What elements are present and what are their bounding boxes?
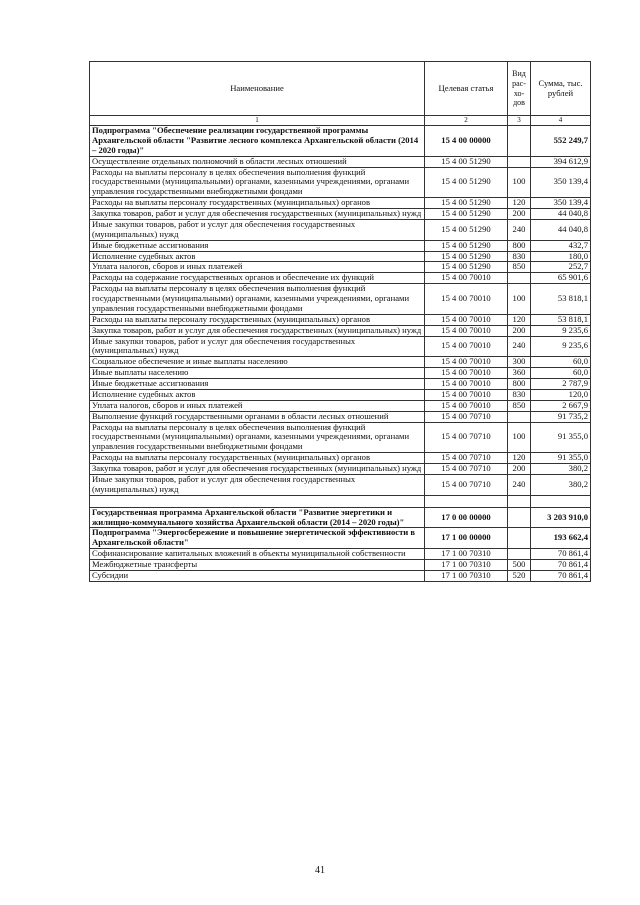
cell-code: 15 4 00 51290: [425, 219, 508, 240]
table-row: [90, 495, 591, 507]
cell-code: 17 0 00 00000: [425, 507, 508, 528]
cell-type: 120: [508, 453, 531, 464]
cell-type: [508, 273, 531, 284]
cell-sum: 53 818,1: [531, 284, 591, 315]
col-number: 4: [531, 116, 591, 126]
cell-sum: 44 040,8: [531, 209, 591, 220]
cell-name: Закупка товаров, работ и услуг для обеспечения государственных (муниципальных) нужд: [90, 464, 425, 475]
cell-name: Выполнение функций государственными органами в области лесных отношений: [90, 411, 425, 422]
cell-type: 100: [508, 422, 531, 453]
cell-sum: 65 901,6: [531, 273, 591, 284]
cell-code: 15 4 00 70010: [425, 400, 508, 411]
cell-name: Социальное обеспечение и иные выплаты населению: [90, 357, 425, 368]
cell-sum: 252,7: [531, 262, 591, 273]
table-row: [90, 198, 591, 209]
table-row: [90, 262, 591, 273]
table-header-row: [90, 62, 591, 116]
budget-table: [89, 61, 591, 582]
cell-sum: 44 040,8: [531, 219, 591, 240]
cell-sum: 350 139,4: [531, 167, 591, 198]
cell-code: 15 4 00 70710: [425, 422, 508, 453]
table-row: [90, 314, 591, 325]
cell-name: Иные бюджетные ассигнования: [90, 379, 425, 390]
cell-type: 850: [508, 400, 531, 411]
cell-code: 15 4 00 70010: [425, 368, 508, 379]
table-row: [90, 126, 591, 157]
cell-name: Уплата налогов, сборов и иных платежей: [90, 262, 425, 273]
cell-name: Иные закупки товаров, работ и услуг для обеспечения государственных (муниципальных) нужд: [90, 474, 425, 495]
cell-code: 15 4 00 70010: [425, 357, 508, 368]
header-sum: Сумма, тыс. рублей: [531, 62, 591, 116]
table-row: [90, 284, 591, 315]
cell-name: Расходы на выплаты персоналу в целях обеспечения выполнения функций государственными (муниципальными) органами, казенными учреждениями, органами управления государственными внебюджетными фондами: [90, 422, 425, 453]
cell-type: [508, 528, 531, 549]
table-row: [90, 219, 591, 240]
table-row: [90, 549, 591, 560]
header-type: Вид рас-хо-дов: [508, 62, 531, 116]
table-row: [90, 507, 591, 528]
cell-type: [508, 507, 531, 528]
cell-name: Субсидии: [90, 570, 425, 581]
cell-name: Расходы на выплаты персоналу государственных (муниципальных) органов: [90, 453, 425, 464]
cell-name: Софинансирование капитальных вложений в объекты муниципальной собственности: [90, 549, 425, 560]
cell-code: 17 1 00 00000: [425, 528, 508, 549]
cell-type: 120: [508, 198, 531, 209]
cell-type: 200: [508, 325, 531, 336]
cell-name: Иные бюджетные ассигнования: [90, 240, 425, 251]
cell-name: Расходы на выплаты персоналу государственных (муниципальных) органов: [90, 198, 425, 209]
table-row: [90, 156, 591, 167]
table-row: [90, 325, 591, 336]
cell-type: 240: [508, 219, 531, 240]
header-name: Наименование: [90, 62, 425, 116]
cell-code: 15 4 00 51290: [425, 209, 508, 220]
cell-code: 15 4 00 51290: [425, 167, 508, 198]
cell-code: [425, 495, 508, 507]
table-row: [90, 273, 591, 284]
cell-sum: 9 235,6: [531, 325, 591, 336]
cell-sum: 60,0: [531, 357, 591, 368]
cell-name: Исполнение судебных актов: [90, 251, 425, 262]
cell-sum: 60,0: [531, 368, 591, 379]
cell-code: 15 4 00 70710: [425, 411, 508, 422]
cell-type: 200: [508, 464, 531, 475]
cell-type: 100: [508, 167, 531, 198]
cell-sum: 180,0: [531, 251, 591, 262]
table-body: [90, 126, 591, 582]
cell-name: Межбюджетные трансферты: [90, 560, 425, 571]
cell-name: Государственная программа Архангельской области "Развитие энергетики и жилищно-коммунального хозяйства Архангельской области (2014 – 2020 годы)": [90, 507, 425, 528]
cell-type: 830: [508, 251, 531, 262]
table-row: [90, 357, 591, 368]
cell-code: 15 4 00 70010: [425, 284, 508, 315]
cell-sum: 70 861,4: [531, 570, 591, 581]
cell-type: [508, 411, 531, 422]
cell-code: 15 4 00 51290: [425, 251, 508, 262]
table-row: [90, 389, 591, 400]
cell-name: Осуществление отдельных полномочий в области лесных отношений: [90, 156, 425, 167]
cell-name: Иные выплаты населению: [90, 368, 425, 379]
table-row: [90, 474, 591, 495]
cell-sum: 91 735,2: [531, 411, 591, 422]
cell-sum: 9 235,6: [531, 336, 591, 357]
cell-code: 15 4 00 70710: [425, 474, 508, 495]
cell-sum: 394 612,9: [531, 156, 591, 167]
table-row: [90, 251, 591, 262]
cell-code: 15 4 00 00000: [425, 126, 508, 157]
cell-sum: 432,7: [531, 240, 591, 251]
table-row: [90, 453, 591, 464]
table-row: [90, 167, 591, 198]
cell-type: 120: [508, 314, 531, 325]
cell-code: 15 4 00 70010: [425, 389, 508, 400]
header-code: Целевая статья: [425, 62, 508, 116]
cell-type: 830: [508, 389, 531, 400]
table-row: [90, 209, 591, 220]
table-row: [90, 400, 591, 411]
cell-sum: 193 662,4: [531, 528, 591, 549]
cell-code: 15 4 00 51290: [425, 262, 508, 273]
cell-sum: 2 667,9: [531, 400, 591, 411]
cell-sum: 350 139,4: [531, 198, 591, 209]
cell-name: Расходы на содержание государственных органов и обеспечение их функций: [90, 273, 425, 284]
cell-type: 300: [508, 357, 531, 368]
cell-code: 15 4 00 51290: [425, 198, 508, 209]
cell-type: 800: [508, 379, 531, 390]
cell-type: 100: [508, 284, 531, 315]
cell-name: Иные закупки товаров, работ и услуг для обеспечения государственных (муниципальных) нужд: [90, 336, 425, 357]
cell-name: Подпрограмма "Обеспечение реализации государственной программы Архангельской области "Развитие лесного комплекса Архангельской области (2014 – 2020 годы)": [90, 126, 425, 157]
table-row: [90, 464, 591, 475]
cell-type: [508, 156, 531, 167]
cell-type: 500: [508, 560, 531, 571]
cell-name: Уплата налогов, сборов и иных платежей: [90, 400, 425, 411]
cell-type: [508, 126, 531, 157]
table-row: [90, 336, 591, 357]
cell-name: Иные закупки товаров, работ и услуг для обеспечения государственных (муниципальных) нужд: [90, 219, 425, 240]
cell-code: 17 1 00 70310: [425, 560, 508, 571]
cell-sum: 380,2: [531, 474, 591, 495]
cell-code: 15 4 00 70710: [425, 464, 508, 475]
cell-code: 15 4 00 70010: [425, 379, 508, 390]
table-row: [90, 240, 591, 251]
cell-name: [90, 495, 425, 507]
column-number-row: [90, 116, 591, 126]
cell-code: 15 4 00 70010: [425, 336, 508, 357]
table-row: [90, 422, 591, 453]
cell-sum: 91 355,0: [531, 422, 591, 453]
cell-name: Закупка товаров, работ и услуг для обеспечения государственных (муниципальных) нужд: [90, 325, 425, 336]
table-row: [90, 379, 591, 390]
cell-name: Подпрограмма "Энергосбережение и повышение энергетической эффективности в Архангельской области": [90, 528, 425, 549]
cell-name: Исполнение судебных актов: [90, 389, 425, 400]
cell-type: 850: [508, 262, 531, 273]
cell-code: 17 1 00 70310: [425, 549, 508, 560]
cell-code: 17 1 00 70310: [425, 570, 508, 581]
cell-type: [508, 549, 531, 560]
cell-code: 15 4 00 70010: [425, 314, 508, 325]
cell-sum: 2 787,9: [531, 379, 591, 390]
col-number: 1: [90, 116, 425, 126]
cell-type: 360: [508, 368, 531, 379]
cell-code: 15 4 00 51290: [425, 240, 508, 251]
cell-sum: 552 249,7: [531, 126, 591, 157]
cell-type: 520: [508, 570, 531, 581]
cell-sum: 3 203 910,0: [531, 507, 591, 528]
cell-code: 15 4 00 70710: [425, 453, 508, 464]
col-number: 2: [425, 116, 508, 126]
cell-code: 15 4 00 70010: [425, 273, 508, 284]
cell-code: 15 4 00 51290: [425, 156, 508, 167]
table-row: [90, 411, 591, 422]
cell-type: 800: [508, 240, 531, 251]
cell-sum: [531, 495, 591, 507]
cell-sum: 91 355,0: [531, 453, 591, 464]
cell-name: Закупка товаров, работ и услуг для обеспечения государственных (муниципальных) нужд: [90, 209, 425, 220]
cell-type: 240: [508, 474, 531, 495]
cell-sum: 70 861,4: [531, 560, 591, 571]
cell-sum: 380,2: [531, 464, 591, 475]
table-row: [90, 368, 591, 379]
col-number: 3: [508, 116, 531, 126]
cell-sum: 70 861,4: [531, 549, 591, 560]
cell-type: 240: [508, 336, 531, 357]
table-row: [90, 570, 591, 581]
cell-name: Расходы на выплаты персоналу в целях обеспечения выполнения функций государственными (муниципальными) органами, казенными учреждениями, органами управления государственными внебюджетными фондами: [90, 284, 425, 315]
page-number: 41: [315, 865, 325, 876]
cell-sum: 120,0: [531, 389, 591, 400]
table-row: [90, 560, 591, 571]
cell-sum: 53 818,1: [531, 314, 591, 325]
cell-code: 15 4 00 70010: [425, 325, 508, 336]
cell-name: Расходы на выплаты персоналу государственных (муниципальных) органов: [90, 314, 425, 325]
table-row: [90, 528, 591, 549]
cell-type: 200: [508, 209, 531, 220]
cell-name: Расходы на выплаты персоналу в целях обеспечения выполнения функций государственными (муниципальными) органами, казенными учреждениями, органами управления государственными внебюджетными фондами: [90, 167, 425, 198]
cell-type: [508, 495, 531, 507]
